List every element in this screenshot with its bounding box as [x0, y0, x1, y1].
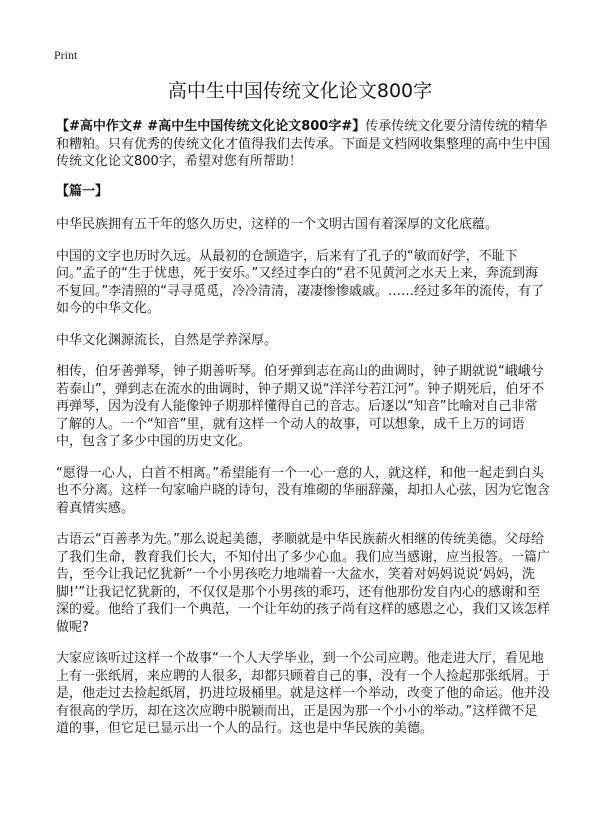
paragraph: “愿得一心人，白首不相离。”希望能有一个一心一意的人，就这样，和他一起走到白头也不分离。这样一句家喻户晓的诗句，没有堆砌的华丽辞藻，却扣人心弦，因为它饱含着真情实感。	[56, 465, 551, 516]
paragraph: 中华文化渊源流长，自然是学养深厚。	[56, 332, 278, 348]
paragraph: 中国的文字也历时久远。从最初的仓颉造字，后来有了孔子的“敏而好学，不耻下问。”孟子的“生于忧患，死于安乐。”又经过李白的“君不见黄河之水天上来，奔流到海不复回。”李清照的“寻寻觅觅，冷冷清清，凄凄惨惨戚戚。……经过多年的流传，有了如今的中华文化。	[56, 248, 544, 316]
intro-paragraph	[56, 118, 550, 171]
section-label: 【篇一】	[56, 183, 109, 199]
paragraph: 古语云“百善孝为先。”那么说起美德，孝顺就是中华民族薪火相继的传统美德。父母给了我们生命，教育我们长大，不知付出了多少心血。我们应当感谢，应当报答。一篇广告，至今让我记忆犹新“一个小男孩吃力地端着一大盆水，笑着对妈妈说说‘妈妈，洗脚!’”让我记忆犹新的，不仅仅是那个小男孩的乖巧，还有他那份发自内心的感谢和至深的爱。他给了我们一个典范，一个让年幼的孩子尚有这样的感恩之心，我们又该怎样做呢?	[56, 532, 551, 635]
paragraph: 相传，伯牙善弹琴，钟子期善听琴。伯牙弹到志在高山的曲调时，钟子期就说“峨峨兮若泰山”，弹到志在流水的曲调时，钟子期又说“洋洋兮若江河”。钟子期死后，伯牙不再弹琴，因为没有人能像钟子期那样懂得自己的音志。后逐以“知音”比喻对自己非常了解的人。一个“知音”里，就有这样一个动人的故事，可以想象，成千上万的词语中，包含了多少中国的历史文化。	[56, 364, 545, 449]
print-link[interactable]: Print	[54, 48, 78, 62]
paragraph: 大家应该听过这样一个故事“一个人大学毕业，到一个公司应聘。他走进大厅，看见地上有一张纸屑，来应聘的人很多，却都只顾着自己的事，没有一个人捡起那张纸屑。于是，他走过去捡起纸屑，扔进垃圾桶里。就是这样一个举动，改变了他的命运。他并没有很高的学历，却在这次应聘中脱颖而出，正是因为那一个小小的举动。”这样微不足道的事，但它足已显示出一个人的品行。这也是中华民族的美德。	[56, 651, 551, 736]
article-body	[56, 118, 550, 738]
intro-text: 传承传统文化要分清传统的精华和糟粕。只有优秀的传统文化才值得我们去传承。下面是文档网收集整理的高中生中国传统文化论文800字，希望对您有所帮助！	[56, 119, 551, 169]
page-title: 高中生中国传统文化论文800字	[167, 80, 433, 102]
intro-tags: 【#高中作文# #高中生中国传统文化论文800字#】	[56, 119, 366, 134]
paragraph: 中华民族拥有五千年的悠久历史，这样的一个文明古国有着深厚的文化底蕴。	[56, 217, 499, 232]
